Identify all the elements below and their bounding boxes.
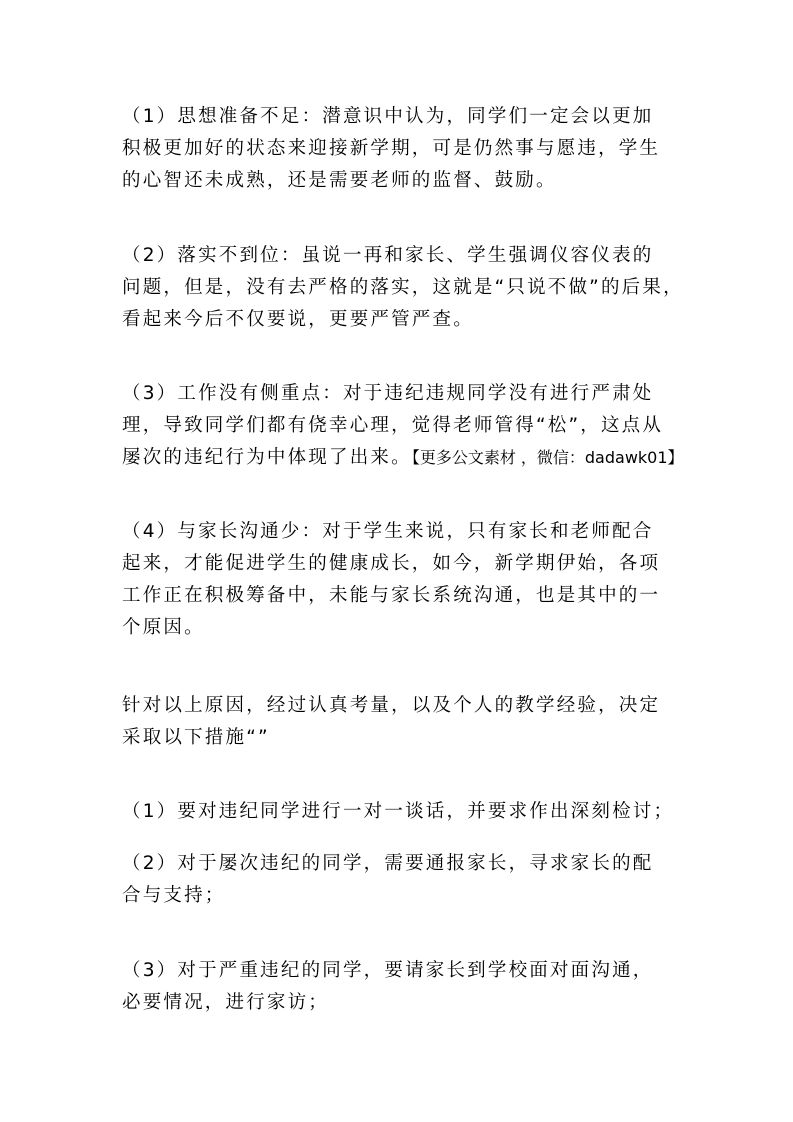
text-line: （2）落实不到位：虽说一再和家长、学生强调仪容仪表的 bbox=[122, 245, 654, 266]
text-line: 个原因。 bbox=[122, 617, 205, 638]
text-line: （1）要对违纪同学进行一对一谈话，并要求作出深刻检讨； bbox=[122, 801, 675, 822]
paragraph-measures-intro bbox=[122, 690, 682, 754]
paragraph-reason-1 bbox=[122, 101, 682, 197]
paragraph-reason-3 bbox=[122, 378, 682, 474]
text-line: （4）与家长沟通少：对于学生来说，只有家长和老师配合 bbox=[122, 521, 654, 542]
paragraph-reason-2 bbox=[122, 240, 682, 336]
text-line-content: 屡次的违纪行为中体现了出来。 bbox=[122, 447, 412, 468]
text-line: 工作正在积极筹备中，未能与家长系统沟通，也是其中的一 bbox=[122, 585, 661, 606]
text-line: （3）对于严重违纪的同学，要请家长到学校面对面沟通， bbox=[122, 960, 654, 981]
text-line: 必要情况，进行家访； bbox=[122, 992, 330, 1013]
paragraph-measure-1 bbox=[122, 796, 682, 828]
text-line: 针对以上原因，经过认真考量，以及个人的教学经验，决定 bbox=[122, 695, 661, 716]
paragraph-measure-2 bbox=[122, 848, 682, 912]
paragraph-measure-3 bbox=[122, 955, 682, 1019]
text-line: （2）对于屡次违纪的同学，需要通报家长，寻求家长的配 bbox=[122, 853, 654, 874]
text-line: 问题，但是，没有去严格的落实，这就是“只说不做”的后果， bbox=[122, 277, 684, 298]
text-line: （3）工作没有侧重点：对于违纪违规同学没有进行严肃处 bbox=[122, 383, 654, 404]
text-line: 采取以下措施“” bbox=[122, 727, 270, 748]
paragraph-reason-4 bbox=[122, 516, 682, 644]
text-line: 起来，才能促进学生的健康成长，如今，新学期伊始，各项 bbox=[122, 553, 661, 574]
text-line: 合与支持； bbox=[122, 885, 226, 906]
text-line: 积极更加好的状态来迎接新学期，可是仍然事与愿违，学生 bbox=[122, 138, 661, 159]
text-line: 看起来今后不仅要说，更要严管严查。 bbox=[122, 309, 474, 330]
text-line: 的心智还未成熟，还是需要老师的监督、鼓励。 bbox=[122, 170, 557, 191]
wechat-note: 【更多公文素材 ，微信：dadawk01】 bbox=[411, 448, 684, 467]
text-line: （1）思想准备不足：潜意识中认为，同学们一定会以更加 bbox=[122, 106, 654, 127]
text-line: 理，导致同学们都有侥幸心理，觉得老师管得“松”，这点从 bbox=[122, 415, 664, 436]
text-line bbox=[122, 442, 682, 474]
